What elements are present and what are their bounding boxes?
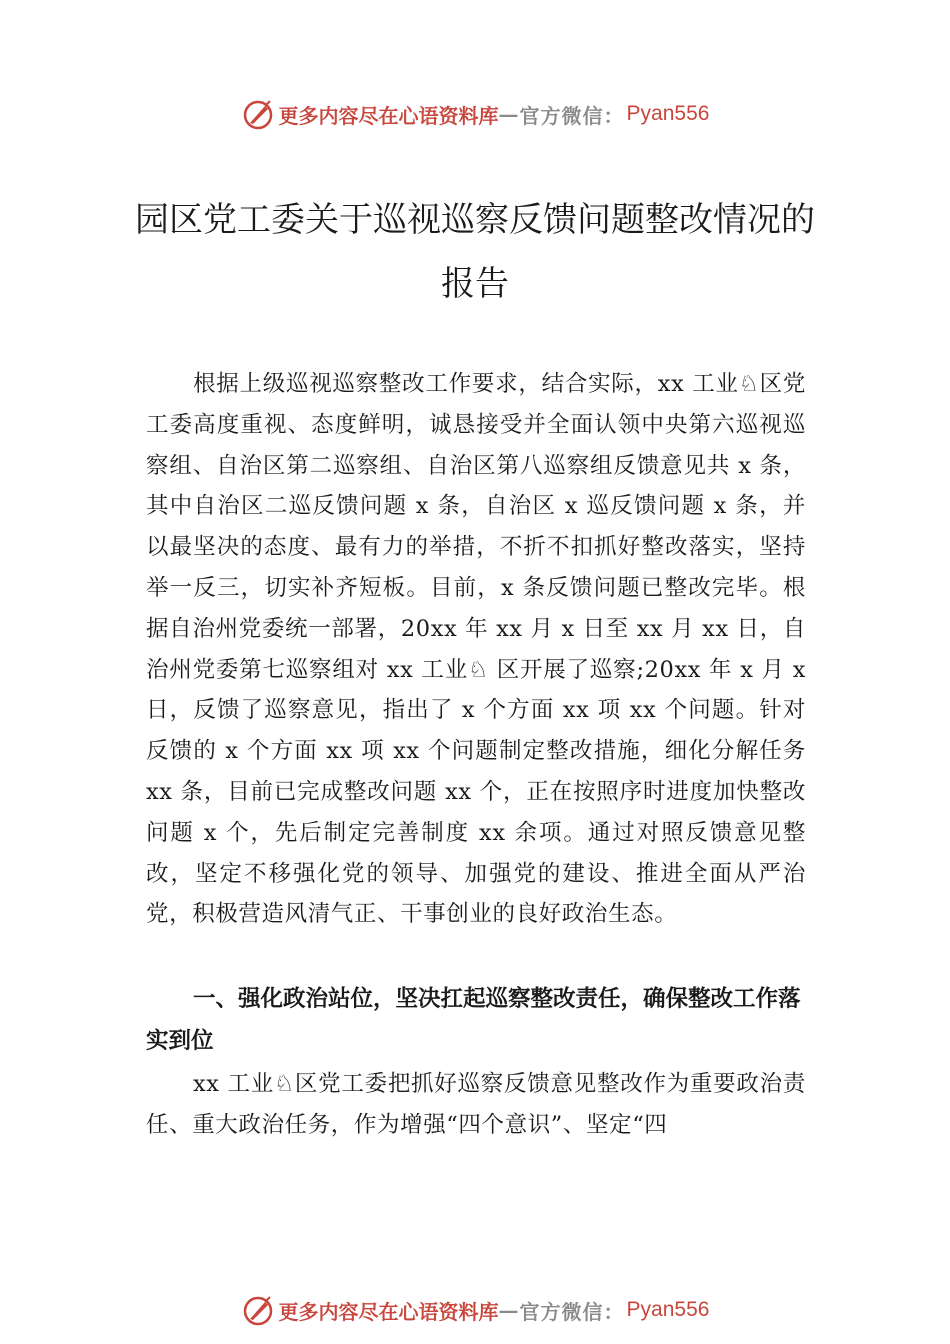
banner-prefix: 更多内容尽在心语资料库 [278, 1299, 499, 1324]
section1-heading: 一、强化政治站位，坚决扛起巡察整改责任，确保整改工作落实到位 [146, 986, 801, 1054]
banner-wechat-id: Pyan556 [626, 1298, 710, 1321]
banner-wechat-id: Pyan556 [626, 102, 710, 125]
banner-dash: — [498, 102, 520, 126]
banner-label: 官方微信： [519, 103, 625, 128]
banner-prefix: 更多内容尽在心语资料库 [278, 103, 499, 128]
banner-dash: — [498, 1298, 520, 1322]
header-banner [0, 94, 950, 134]
section1-paragraph: xx 工业♘区党工委把抓好巡察反馈意见整改作为重要政治责任、重大政治任务，作为增强“四个意识”、坚定“四 [146, 1071, 806, 1138]
banner-label: 官方微信： [519, 1299, 625, 1324]
quill-logo-icon [241, 1293, 275, 1327]
document-title: 园区党工委关于巡视巡察反馈问题整改情况的报告 [135, 200, 815, 304]
footer-banner [0, 1290, 950, 1330]
quill-logo-icon [241, 97, 275, 131]
intro-paragraph: 根据上级巡视巡察整改工作要求，结合实际，xx 工业♘区党工委高度重视、态度鲜明，诚恳接受并全面认领中央第六巡视巡察组、自治区第二巡察组、自治区第八巡察组反馈意见共 x 条，其中自治区二巡反馈问题 x 条，自治区 x 巡反馈问题 x 条，并以最坚决的态度、最有力的举措，不折不扣抓好整改落实，坚持举一反三，切实补齐短板。目前，x 条反馈问题已整改完毕。根据自治州党委统一部署，20xx 年 xx 月 x 日至 xx 月 xx 日，自治州党委第七巡察组对 xx 工业♘ 区开展了巡察;20xx 年 x 月 x 日，反馈了巡察意见，指出了 x 个方面 xx 项 xx 个问题。针对反馈的 x 个方面 xx 项 xx 个问题制定整改措施，细化分解任务 xx 条，目前已完成整改问题 xx 个，正在按照序时进度加快整改问题 x 个，先后制定完善制度 xx 余项。通过对照反馈意见整改，坚定不移强化党的领导、加强党的建设、推进全面从严治党，积极营造风清气正、干事创业的良好政治生态。 [146, 371, 806, 928]
